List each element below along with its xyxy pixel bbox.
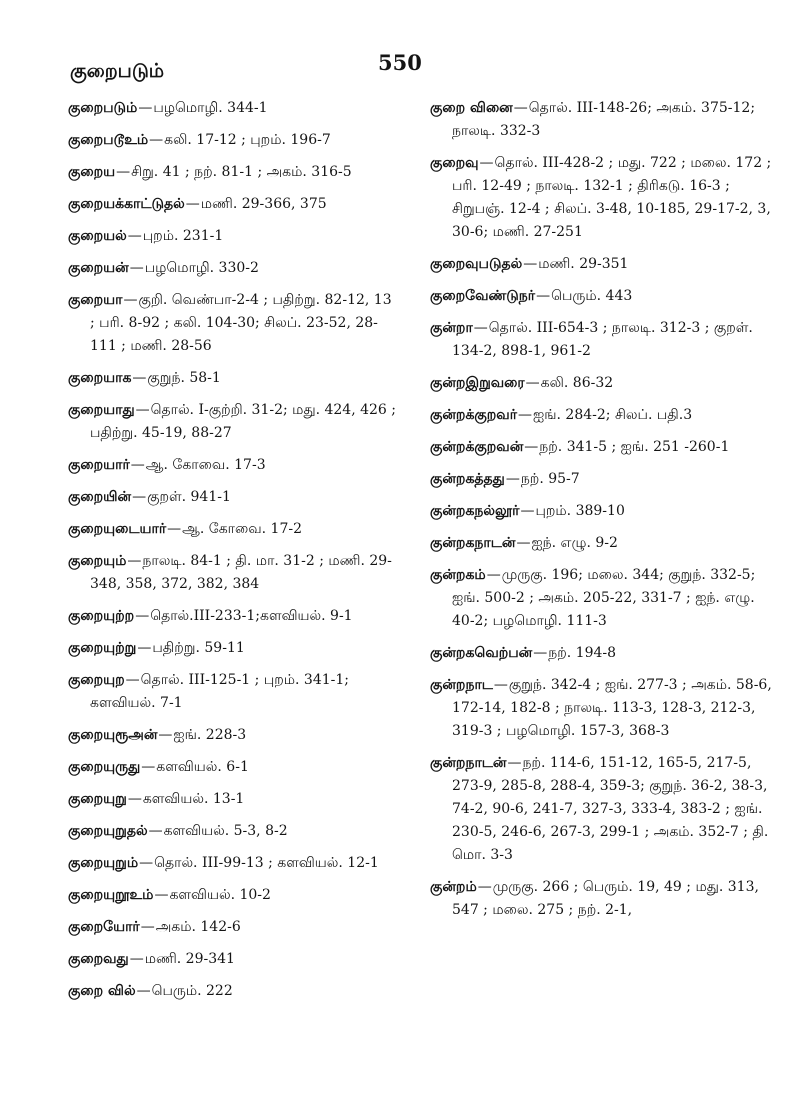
references: தொல்.III-233-1;களவியல். 9-1 bbox=[150, 608, 353, 624]
references: தொல். III-125-1 ; புறம். 341-1; களவியல். 7-1 bbox=[90, 672, 350, 711]
headword: குறையுற்ற bbox=[68, 608, 135, 624]
index-entry bbox=[68, 399, 398, 445]
references: முருகு. 266 ; பெரும். 19, 49 ; மது. 313, 547 ; மலை. 275 ; நற். 2-1, bbox=[452, 879, 759, 918]
references: களவியல். 13-1 bbox=[142, 791, 245, 807]
index-entry bbox=[430, 876, 775, 922]
references: நற். 341-5 ; ஐங். 251 -260-1 bbox=[539, 439, 730, 455]
references: தொல். III-654-3 ; நாலடி. 312-3 ; குறள். 134-2, 898-1, 961-2 bbox=[452, 320, 753, 359]
headword: குறையுடையார் bbox=[68, 521, 167, 537]
em-dash: — bbox=[513, 100, 528, 116]
headword: குறையாக bbox=[68, 370, 132, 386]
references: களவியல். 6-1 bbox=[156, 759, 249, 775]
index-entry bbox=[430, 752, 775, 867]
headword: குறையார் bbox=[68, 457, 130, 473]
index-entry bbox=[430, 500, 775, 523]
references: நாலடி. 84-1 ; தி. மா. 31-2 ; மணி. 29-348, 358, 372, 382, 384 bbox=[90, 553, 392, 592]
index-entry bbox=[68, 637, 398, 660]
index-entry bbox=[68, 948, 398, 971]
headword: குன்றா bbox=[430, 320, 473, 336]
index-entry bbox=[430, 564, 775, 633]
em-dash: — bbox=[138, 100, 153, 116]
index-entry bbox=[68, 820, 398, 843]
index-entry bbox=[430, 253, 775, 276]
em-dash: — bbox=[477, 879, 492, 895]
references: மணி. 29-351 bbox=[538, 256, 629, 272]
em-dash: — bbox=[130, 457, 145, 473]
headword: குறையாது bbox=[68, 402, 135, 418]
em-dash: — bbox=[505, 471, 520, 487]
index-entry bbox=[68, 129, 398, 152]
em-dash: — bbox=[523, 256, 538, 272]
references: நற். 114-6, 151-12, 165-5, 217-5, 273-9, 285-8, 288-4, 359-3; குறுந். 36-2, 38-3, 74-2, 90-6, 241-7, 327-3, 333-4, 383-2 ; ஐங். 230-5, 246-6, 267-3, 299-1 ; அகம். 352-7 ; தி. மொ. 3-3 bbox=[452, 755, 769, 863]
headword: குறையுரூஅன் bbox=[68, 727, 158, 743]
em-dash: — bbox=[520, 503, 535, 519]
em-dash: — bbox=[524, 439, 539, 455]
headword: குறையுறும் bbox=[68, 855, 139, 871]
em-dash: — bbox=[129, 951, 144, 967]
index-entry bbox=[68, 486, 398, 509]
em-dash: — bbox=[185, 196, 200, 212]
references: குறுந். 342-4 ; ஐங். 277-3 ; அகம். 58-6, 172-14, 182-8 ; நாலடி. 113-3, 128-3, 212-3, 319-3 ; பழமொழி. 157-3, 368-3 bbox=[452, 677, 772, 739]
em-dash: — bbox=[507, 755, 522, 771]
headword: குன்றக்குறவன் bbox=[430, 439, 524, 455]
em-dash: — bbox=[135, 608, 150, 624]
em-dash: — bbox=[129, 260, 144, 276]
headword: குன்றநாட bbox=[430, 677, 493, 693]
headword: குறையின் bbox=[68, 489, 132, 505]
headword: குறைவேண்டுநர் bbox=[430, 288, 536, 304]
index-entry bbox=[430, 317, 775, 363]
index-entry bbox=[430, 436, 775, 459]
index-entry bbox=[68, 225, 398, 248]
references: அகம். 142-6 bbox=[155, 919, 241, 935]
em-dash: — bbox=[158, 727, 173, 743]
index-entry bbox=[430, 642, 775, 665]
em-dash: — bbox=[116, 164, 131, 180]
headword: குறையா bbox=[68, 292, 123, 308]
index-entry bbox=[430, 372, 775, 395]
index-entry bbox=[68, 550, 398, 596]
references: குறுந். 58-1 bbox=[147, 370, 221, 386]
references: குறள். 941-1 bbox=[147, 489, 231, 505]
index-entry bbox=[68, 980, 398, 1003]
headword: குறையுற்று bbox=[68, 640, 137, 656]
references: ஆ. கோவை. 17-2 bbox=[182, 521, 302, 537]
index-entry bbox=[68, 289, 398, 358]
em-dash: — bbox=[136, 983, 151, 999]
em-dash: — bbox=[135, 402, 150, 418]
em-dash: — bbox=[536, 288, 551, 304]
right-column bbox=[430, 97, 775, 931]
index-entry bbox=[68, 605, 398, 628]
headword: குறையோர் bbox=[68, 919, 140, 935]
em-dash: — bbox=[486, 567, 501, 583]
running-head: குறைபடும் bbox=[70, 60, 165, 82]
index-entry bbox=[68, 756, 398, 779]
headword: குறை வினை bbox=[430, 100, 513, 116]
references: பதிற்று. 59-11 bbox=[152, 640, 245, 656]
headword: குறையக்காட்டுதல் bbox=[68, 196, 185, 212]
references: பழமொழி. 344-1 bbox=[153, 100, 268, 116]
em-dash: — bbox=[149, 132, 164, 148]
headword: குறையன் bbox=[68, 260, 129, 276]
headword: குன்றகம் bbox=[430, 567, 486, 583]
references: மணி. 29-341 bbox=[144, 951, 235, 967]
em-dash: — bbox=[493, 677, 508, 693]
references: களவியல். 5-3, 8-2 bbox=[163, 823, 288, 839]
em-dash: — bbox=[137, 640, 152, 656]
em-dash: — bbox=[132, 489, 147, 505]
em-dash: — bbox=[167, 521, 182, 537]
references: பழமொழி. 330-2 bbox=[144, 260, 259, 276]
em-dash: — bbox=[127, 791, 142, 807]
left-column bbox=[68, 97, 398, 1012]
references: சிறு. 41 ; நற். 81-1 ; அகம். 316-5 bbox=[131, 164, 352, 180]
em-dash: — bbox=[154, 887, 169, 903]
index-entry bbox=[430, 674, 775, 743]
index-entry bbox=[68, 367, 398, 390]
references: ஐங். 228-3 bbox=[173, 727, 247, 743]
headword: குறைபடும் bbox=[68, 100, 138, 116]
references: நற். 194-8 bbox=[548, 645, 617, 661]
headword: குறையுருது bbox=[68, 759, 141, 775]
references: தொல். III-99-13 ; களவியல். 12-1 bbox=[154, 855, 379, 871]
headword: குறைய bbox=[68, 164, 116, 180]
headword: குன்றகவெற்பன் bbox=[430, 645, 533, 661]
headword: குன்றஇறுவரை bbox=[430, 375, 525, 391]
references: கலி. 86-32 bbox=[540, 375, 614, 391]
headword: குன்றகநாடன் bbox=[430, 535, 516, 551]
em-dash: — bbox=[518, 407, 533, 423]
references: களவியல். 10-2 bbox=[169, 887, 271, 903]
index-entry bbox=[430, 404, 775, 427]
index-entry bbox=[68, 257, 398, 280]
index-entry bbox=[68, 916, 398, 939]
em-dash: — bbox=[141, 759, 156, 775]
index-entry bbox=[68, 788, 398, 811]
index-entry bbox=[68, 454, 398, 477]
references: ஐந். எழு. 9-2 bbox=[531, 535, 618, 551]
headword: குறையுறுதல் bbox=[68, 823, 148, 839]
em-dash: — bbox=[139, 855, 154, 871]
em-dash: — bbox=[123, 292, 138, 308]
page-number: 550 bbox=[378, 50, 422, 75]
references: முருகு. 196; மலை. 344; குறுந். 332-5; ஐங். 500-2 ; அகம். 205-22, 331-7 ; ஐந். எழு. 40-2; பழமொழி. 111-3 bbox=[452, 567, 756, 629]
references: பெரும். 443 bbox=[551, 288, 633, 304]
index-entry bbox=[68, 852, 398, 875]
headword: குறைவது bbox=[68, 951, 129, 967]
index-entry bbox=[68, 161, 398, 184]
references: ஆ. கோவை. 17-3 bbox=[145, 457, 266, 473]
headword: குறையுறூஉம் bbox=[68, 887, 154, 903]
headword: குறைபடூஉம் bbox=[68, 132, 149, 148]
em-dash: — bbox=[127, 228, 142, 244]
index-entry bbox=[430, 97, 775, 143]
index-entry bbox=[430, 468, 775, 491]
em-dash: — bbox=[525, 375, 540, 391]
headword: குறைவு bbox=[430, 155, 479, 171]
headword: குன்றகநல்லூர் bbox=[430, 503, 520, 519]
em-dash: — bbox=[533, 645, 548, 661]
headword: குன்றகத்தது bbox=[430, 471, 505, 487]
references: ஐங். 284-2; சிலப். பதி.3 bbox=[533, 407, 693, 423]
headword: குறையுற bbox=[68, 672, 125, 688]
index-entry bbox=[68, 97, 398, 120]
em-dash: — bbox=[479, 155, 494, 171]
headword: குறையல் bbox=[68, 228, 127, 244]
em-dash: — bbox=[127, 553, 142, 569]
headword: குறை வில் bbox=[68, 983, 136, 999]
index-entry bbox=[430, 532, 775, 555]
em-dash: — bbox=[148, 823, 163, 839]
em-dash: — bbox=[516, 535, 531, 551]
references: தொல். I-குற்றி. 31-2; மது. 424, 426 ; பதிற்று. 45-19, 88-27 bbox=[90, 402, 396, 441]
references: மணி. 29-366, 375 bbox=[200, 196, 327, 212]
index-entry bbox=[68, 724, 398, 747]
em-dash: — bbox=[125, 672, 140, 688]
references: குறி. வெண்பா-2-4 ; பதிற்று. 82-12, 13 ; பரி. 8-92 ; கலி. 104-30; சிலப். 23-52, 28-111 ; மணி. 28-56 bbox=[90, 292, 392, 354]
index-entry bbox=[430, 152, 775, 244]
references: புறம். 389-10 bbox=[535, 503, 625, 519]
references: தொல். III-428-2 ; மது. 722 ; மலை. 172 ; பரி. 12-49 ; நாலடி. 132-1 ; திரிகடு. 16-3 ; சிறுபஞ். 12-4 ; சிலப். 3-48, 10-185, 29-17-2, 3, 30-6; மணி. 27-251 bbox=[452, 155, 772, 240]
headword: குன்றம் bbox=[430, 879, 477, 895]
references: நற். 95-7 bbox=[520, 471, 580, 487]
index-entry bbox=[68, 884, 398, 907]
em-dash: — bbox=[140, 919, 155, 935]
index-entry bbox=[68, 518, 398, 541]
index-entry bbox=[68, 669, 398, 715]
headword: குறையும் bbox=[68, 553, 127, 569]
headword: குறைவுபடுதல் bbox=[430, 256, 523, 272]
headword: குறையுறு bbox=[68, 791, 127, 807]
references: பெரும். 222 bbox=[151, 983, 233, 999]
em-dash: — bbox=[473, 320, 488, 336]
em-dash: — bbox=[132, 370, 147, 386]
index-entry bbox=[68, 193, 398, 216]
index-entry bbox=[430, 285, 775, 308]
headword: குன்றக்குறவர் bbox=[430, 407, 518, 423]
headword: குன்றநாடன் bbox=[430, 755, 507, 771]
references: புறம். 231-1 bbox=[142, 228, 224, 244]
references: கலி. 17-12 ; புறம். 196-7 bbox=[164, 132, 331, 148]
references: தொல். III-148-26; அகம். 375-12; நாலடி. 332-3 bbox=[452, 100, 756, 139]
